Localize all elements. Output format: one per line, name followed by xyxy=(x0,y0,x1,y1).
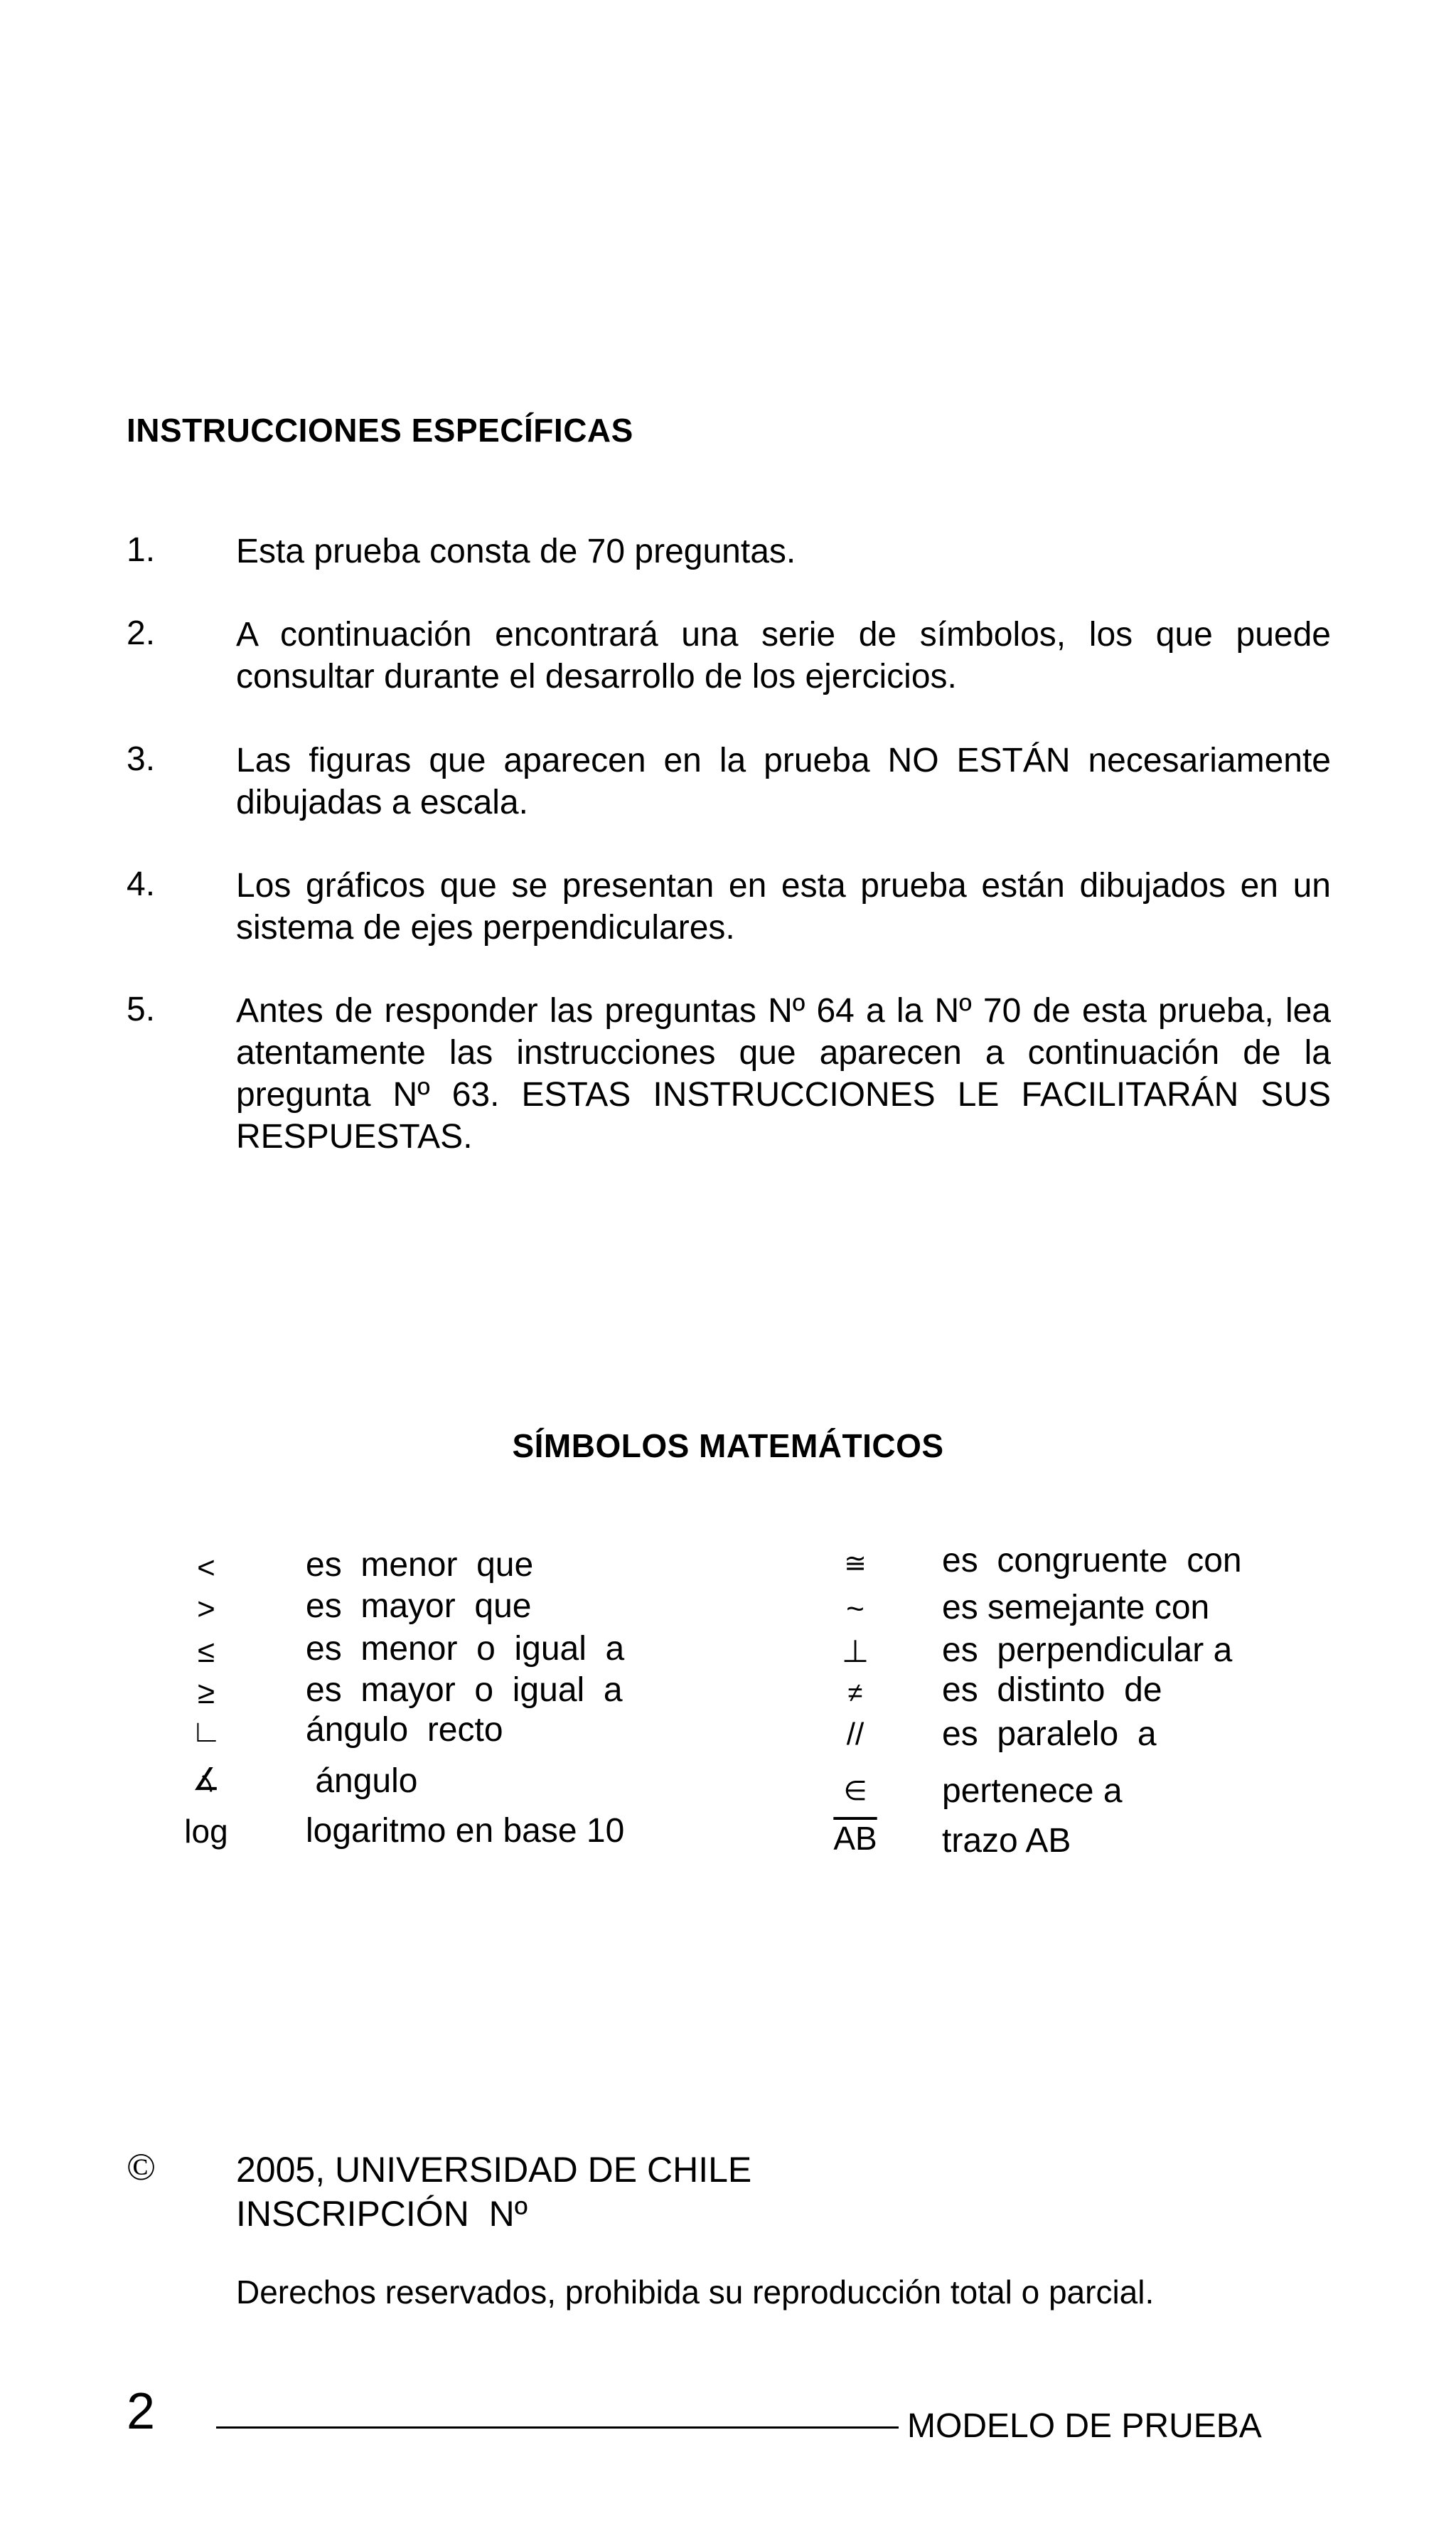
copyright-icon: © xyxy=(127,2146,156,2188)
instruction-number: 3. xyxy=(127,740,156,778)
instruction-text: A continuación encontrará una serie de símbolos, los que puede consultar durante el desarrollo de los ejercicios. xyxy=(236,616,1331,696)
congruent-symbol: ≅ xyxy=(844,1549,867,1579)
symbol-meaning: es menor que xyxy=(306,1546,534,1584)
page-number: 2 xyxy=(127,2383,156,2440)
less-or-equal-symbol: ≤ xyxy=(197,1634,215,1669)
angle-icon: ∡ xyxy=(192,1762,220,1797)
rights-notice: Derechos reservados, prohibida su reproducción total o parcial. xyxy=(236,2274,1155,2311)
footer-label: MODELO DE PRUEBA xyxy=(907,2407,1262,2445)
instruction-number: 4. xyxy=(127,865,156,903)
symbol-meaning: es distinto de xyxy=(942,1671,1162,1709)
less-than-symbol: < xyxy=(197,1550,215,1585)
greater-or-equal-symbol: ≥ xyxy=(197,1675,215,1710)
copyright-line: 2005, UNIVERSIDAD DE CHILE xyxy=(236,2150,752,2190)
symbol-meaning: es mayor o igual a xyxy=(306,1671,623,1709)
symbol-meaning: es perpendicular a xyxy=(942,1631,1233,1669)
footer-rule xyxy=(216,2426,899,2429)
section-title: INSTRUCCIONES ESPECÍFICAS xyxy=(127,412,633,449)
symbol-meaning: pertenece a xyxy=(942,1772,1123,1810)
segment-symbol: $\overline{AB}$ xyxy=(833,1820,877,1857)
greater-than-symbol: > xyxy=(197,1592,215,1626)
symbol-meaning: es paralelo a xyxy=(942,1715,1157,1753)
instruction-text: Las figuras que aparecen en la prueba NO ESTÁN necesariamente dibujadas a escala. xyxy=(236,742,1331,821)
similar-symbol: ~ xyxy=(846,1592,864,1626)
symbol-meaning: es mayor que xyxy=(306,1587,532,1625)
instruction-number: 5. xyxy=(127,991,156,1028)
symbols-title: SÍMBOLOS MATEMÁTICOS xyxy=(512,1427,944,1464)
perpendicular-symbol: ⊥ xyxy=(841,1634,869,1669)
symbol-meaning: ángulo xyxy=(306,1762,418,1800)
not-equal-symbol: ≠ xyxy=(847,1678,863,1708)
instruction-number: 1. xyxy=(127,531,156,569)
instruction-text: Los gráficos que se presentan en esta prueba están dibujados en un sistema de ejes perpendiculares. xyxy=(236,867,1331,947)
right-angle-icon: ∟ xyxy=(191,1714,222,1749)
symbol-meaning: ángulo recto xyxy=(306,1711,503,1749)
log-symbol: log xyxy=(184,1813,228,1850)
symbol-meaning: es menor o igual a xyxy=(306,1630,625,1668)
instruction-text: Antes de responder las preguntas Nº 64 a la Nº 70 de esta prueba, lea atentamente las instrucciones que aparecen a continuación de la pregunta Nº 63. ESTAS INSTRUCCIONES LE FACILITARÁN SUS RESPUESTAS. xyxy=(236,992,1331,1156)
element-of-symbol: ∈ xyxy=(843,1776,867,1806)
registration-line: INSCRIPCIÓN Nº xyxy=(236,2194,528,2234)
symbol-meaning: logaritmo en base 10 xyxy=(306,1812,625,1850)
parallel-symbol: // xyxy=(846,1717,864,1752)
instruction-text: Esta prueba consta de 70 preguntas. xyxy=(236,533,796,570)
symbol-meaning: es congruente con xyxy=(942,1542,1242,1579)
symbol-meaning: es semejante con xyxy=(942,1589,1210,1626)
instruction-number: 2. xyxy=(127,614,156,652)
symbol-meaning: trazo AB xyxy=(942,1822,1071,1860)
